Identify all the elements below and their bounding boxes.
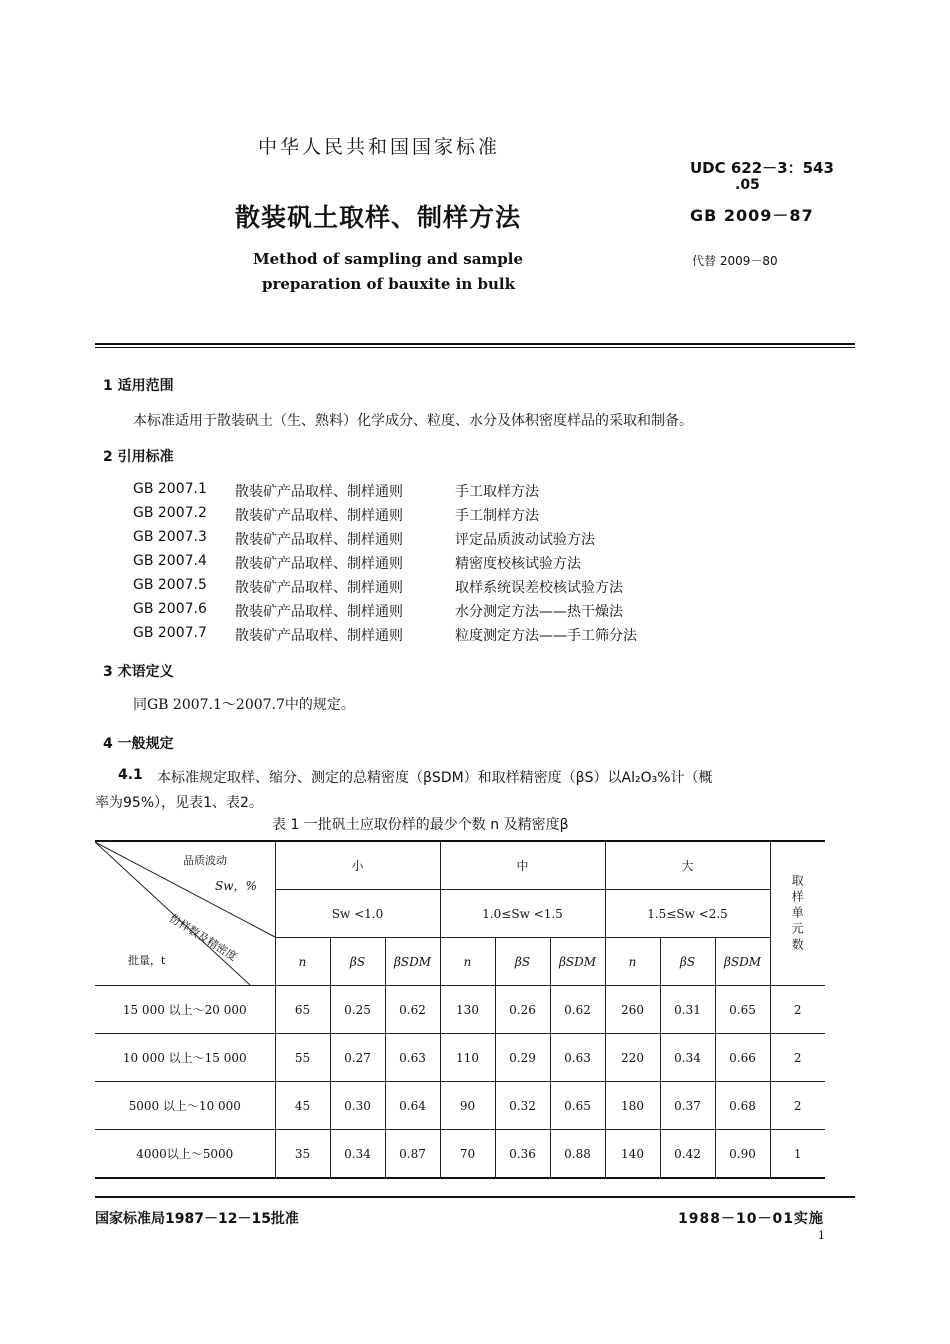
sampling-units: 2 — [770, 1082, 825, 1130]
reference-code: GB 2007.1 — [133, 481, 207, 497]
batch-size: 5000 以上～10 000 — [95, 1082, 275, 1130]
page-number: 1 — [818, 1229, 825, 1242]
table-cell: 0.90 — [715, 1130, 770, 1179]
reference-code: GB 2007.2 — [133, 505, 207, 521]
footer-divider — [95, 1196, 855, 1198]
corner-samples: 份样数及精密度 — [167, 911, 240, 964]
udc-code: UDC 622－3：543 — [690, 159, 834, 177]
corner-sw: Sw，% — [215, 879, 257, 893]
table-cell: 0.66 — [715, 1034, 770, 1082]
table-cell: 0.26 — [495, 986, 550, 1034]
reference-code: GB 2007.6 — [133, 601, 207, 617]
sampling-units-header: 取样单元数 — [770, 841, 825, 986]
table-cell: 0.27 — [330, 1034, 385, 1082]
table-cell: 0.34 — [330, 1130, 385, 1179]
title-en-2: preparation of bauxite in bulk — [262, 275, 515, 293]
title-cn: 散装矾土取样、制样方法 — [235, 203, 522, 232]
group-medium: 中 — [440, 841, 605, 890]
table-cell: 0.63 — [385, 1034, 440, 1082]
table-cell: 0.62 — [550, 986, 605, 1034]
table-cell: 0.42 — [660, 1130, 715, 1179]
table-cell: 0.65 — [715, 986, 770, 1034]
batch-size: 10 000 以上～15 000 — [95, 1034, 275, 1082]
subcol-n: n — [605, 938, 660, 986]
range-medium: 1.0≤Sw <1.5 — [440, 890, 605, 938]
table-cell: 0.64 — [385, 1082, 440, 1130]
table-cell: 130 — [440, 986, 495, 1034]
table-cell: 0.31 — [660, 986, 715, 1034]
corner-quality: 品质波动 — [183, 854, 227, 867]
table-row — [95, 986, 825, 1034]
section-4-1-number: 4.1 — [118, 767, 143, 783]
section-2-title: 2 引用标准 — [103, 449, 174, 465]
subcol-βs: βS — [495, 938, 550, 986]
range-small: Sw <1.0 — [275, 890, 440, 938]
subcol-βsdm: βSDM — [385, 938, 440, 986]
subcol-βs: βS — [330, 938, 385, 986]
reference-method: 粒度测定方法——手工筛分法 — [455, 628, 637, 644]
table-row — [95, 1082, 825, 1130]
reference-method: 取样系统误差校核试验方法 — [455, 580, 623, 596]
reference-method: 水分测定方法——热干燥法 — [455, 604, 623, 620]
table-cell: 0.25 — [330, 986, 385, 1034]
corner-batch: 批量，t — [128, 954, 166, 967]
table-cell: 55 — [275, 1034, 330, 1082]
subcol-βs: βS — [660, 938, 715, 986]
reference-method: 手工取样方法 — [455, 484, 539, 500]
table-cell: 45 — [275, 1082, 330, 1130]
group-small: 小 — [275, 841, 440, 890]
table-cell: 90 — [440, 1082, 495, 1130]
udc-code-cont: .05 — [735, 177, 760, 193]
table-corner-cell — [95, 841, 275, 986]
reference-name: 散装矿产品取样、制样通则 — [235, 604, 403, 620]
table-cell: 140 — [605, 1130, 660, 1179]
subcol-βsdm: βSDM — [715, 938, 770, 986]
table-caption: 表 1 一批矾土应取份样的最少个数 n 及精密度β — [272, 817, 569, 833]
table-cell: 0.88 — [550, 1130, 605, 1179]
subcol-n: n — [440, 938, 495, 986]
header-divider — [95, 343, 855, 345]
section-1-text: 本标准适用于散装矾土（生、熟料）化学成分、粒度、水分及体积密度样品的采取和制备。 — [133, 413, 693, 429]
effective-date: 1988－10－01实施 — [678, 1211, 824, 1227]
table-cell: 0.30 — [330, 1082, 385, 1130]
replaces-note: 代替 2009－80 — [692, 254, 778, 268]
reference-code: GB 2007.4 — [133, 553, 207, 569]
standard-type: 中华人民共和国国家标准 — [258, 136, 501, 158]
table-cell: 0.68 — [715, 1082, 770, 1130]
section-4-title: 4 一般规定 — [103, 736, 174, 752]
table-cell: 65 — [275, 986, 330, 1034]
reference-name: 散装矿产品取样、制样通则 — [235, 484, 403, 500]
range-large: 1.5≤Sw <2.5 — [605, 890, 770, 938]
sampling-units: 2 — [770, 986, 825, 1034]
reference-code: GB 2007.3 — [133, 529, 207, 545]
section-3-text: 同GB 2007.1～2007.7中的规定。 — [133, 697, 355, 713]
reference-name: 散装矿产品取样、制样通则 — [235, 628, 403, 644]
reference-method: 手工制样方法 — [455, 508, 539, 524]
table-cell: 35 — [275, 1130, 330, 1179]
table-cell: 0.65 — [550, 1082, 605, 1130]
sampling-units: 1 — [770, 1130, 825, 1179]
sampling-table — [95, 840, 825, 1179]
reference-name: 散装矿产品取样、制样通则 — [235, 532, 403, 548]
sampling-units: 2 — [770, 1034, 825, 1082]
table-row — [95, 1034, 825, 1082]
approval-date: 国家标准局1987－12－15批准 — [95, 1211, 299, 1227]
table-cell: 0.32 — [495, 1082, 550, 1130]
table-cell: 70 — [440, 1130, 495, 1179]
table-row — [95, 1130, 825, 1179]
reference-method: 精密度校核试验方法 — [455, 556, 581, 572]
reference-name: 散装矿产品取样、制样通则 — [235, 580, 403, 596]
gb-number: GB 2009－87 — [690, 206, 814, 225]
batch-size: 4000以上～5000 — [95, 1130, 275, 1179]
table-cell: 0.36 — [495, 1130, 550, 1179]
reference-code: GB 2007.7 — [133, 625, 207, 641]
table-cell: 260 — [605, 986, 660, 1034]
title-en-1: Method of sampling and sample — [253, 250, 524, 268]
section-4-1-text-cont: 率为95%），见表1、表2。 — [95, 795, 263, 811]
table-cell: 110 — [440, 1034, 495, 1082]
table-cell: 0.29 — [495, 1034, 550, 1082]
table-cell: 180 — [605, 1082, 660, 1130]
subcol-βsdm: βSDM — [550, 938, 605, 986]
header-divider-thin — [95, 347, 855, 348]
section-4-1-text: 本标准规定取样、缩分、测定的总精密度（βSDM）和取样精密度（βS）以Al₂O₃%计（概 — [157, 770, 713, 786]
table-cell: 0.62 — [385, 986, 440, 1034]
group-large: 大 — [605, 841, 770, 890]
batch-size: 15 000 以上～20 000 — [95, 986, 275, 1034]
section-1-title: 1 适用范围 — [103, 378, 174, 394]
table-cell: 0.63 — [550, 1034, 605, 1082]
table-cell: 220 — [605, 1034, 660, 1082]
subcol-n: n — [275, 938, 330, 986]
section-3-title: 3 术语定义 — [103, 664, 174, 680]
table-cell: 0.37 — [660, 1082, 715, 1130]
table-cell: 0.87 — [385, 1130, 440, 1179]
table-cell: 0.34 — [660, 1034, 715, 1082]
reference-code: GB 2007.5 — [133, 577, 207, 593]
reference-name: 散装矿产品取样、制样通则 — [235, 508, 403, 524]
reference-method: 评定品质波动试验方法 — [455, 532, 595, 548]
reference-name: 散装矿产品取样、制样通则 — [235, 556, 403, 572]
